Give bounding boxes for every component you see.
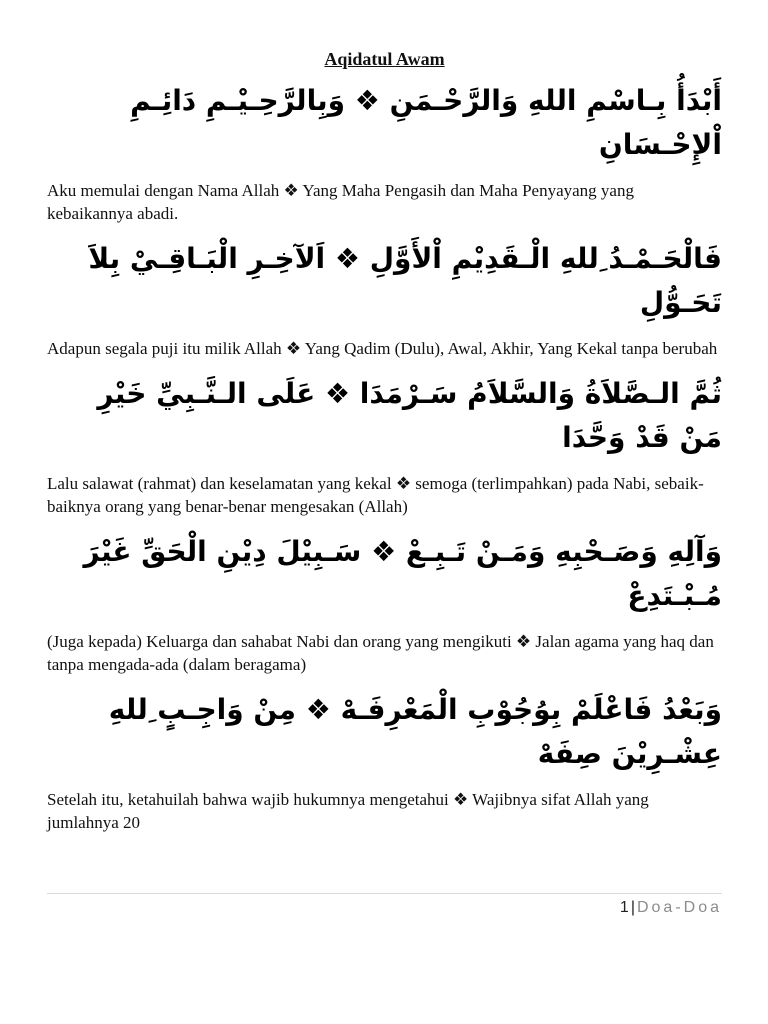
verse-2 <box>47 237 722 360</box>
document-body <box>47 47 722 846</box>
page-footer <box>47 893 722 918</box>
verse-translation: Setelah itu, ketahuilah bahwa wajib hukumnya mengetahui ❖ Wajibnya sifat Allah yang jumlahnya 20 <box>47 790 649 832</box>
document-title: Aqidatul Awam <box>324 49 445 69</box>
footer-separator: | <box>630 899 635 916</box>
verse-1 <box>47 79 722 225</box>
verse-translation: Aku memulai dengan Nama Allah ❖ Yang Maha Pengasih dan Maha Penyayang yang kebaikannya abadi. <box>47 181 634 223</box>
arabic-verse: وَآلِهِ وَصَـحْبِهِ وَمَـنْ تَـبِـعْ ❖ سَـبِيْلَ دِيْنِ الْحَقِّ غَيْرَ مُـبْـتَدِعْ <box>83 535 722 612</box>
page-number: 1 <box>619 899 629 916</box>
verse-translation: Adapun segala puji itu milik Allah ❖ Yang Qadim (Dulu), Awal, Akhir, Yang Kekal tanpa berubah <box>47 339 718 358</box>
arabic-verse: وَبَعْدُ فَاعْلَمْ بِوُجُوْبِ الْمَعْرِفَـهْ ❖ مِنْ وَاجِـبٍ ِللهِ عِشْـرِيْنَ صِفَهْ <box>108 693 722 770</box>
verse-5 <box>47 688 722 834</box>
verse-translation: Lalu salawat (rahmat) dan keselamatan yang kekal ❖ semoga (terlimpahkan) pada Nabi, sebaik-baiknya orang yang benar-benar mengesakan (Allah) <box>47 474 704 516</box>
verse-3 <box>47 372 722 518</box>
arabic-verse: فَالْحَـمْـدُ ِللهِ الْـقَدِيْمِ اْلأَوَّلِ ❖ اَلآخِـرِ الْبَـاقِـيْ بِلاَ تَحَـوُّلِ <box>88 242 722 319</box>
verse-translation: (Juga kepada) Keluarga dan sahabat Nabi dan orang yang mengikuti ❖ Jalan agama yang haq dan tanpa mengada-ada (dalam beragama) <box>47 632 714 674</box>
verse-4 <box>47 530 722 676</box>
arabic-verse: ثُمَّ الـصَّلاَةُ وَالسَّلاَمُ سَـرْمَدَا ❖ عَلَى الـنَّـبِيِّ خَيْرِ مَنْ قَدْ وَحَّدَا <box>97 377 722 454</box>
footer-label: Doa-Doa <box>636 899 722 916</box>
arabic-verse: أَبْدَأُ بِـاسْمِ اللهِ وَالرَّحْـمَنِ ❖ وَبِالرَّحِـيْـمِ دَائِـمِ اْلإِحْـسَانِ <box>130 84 722 161</box>
